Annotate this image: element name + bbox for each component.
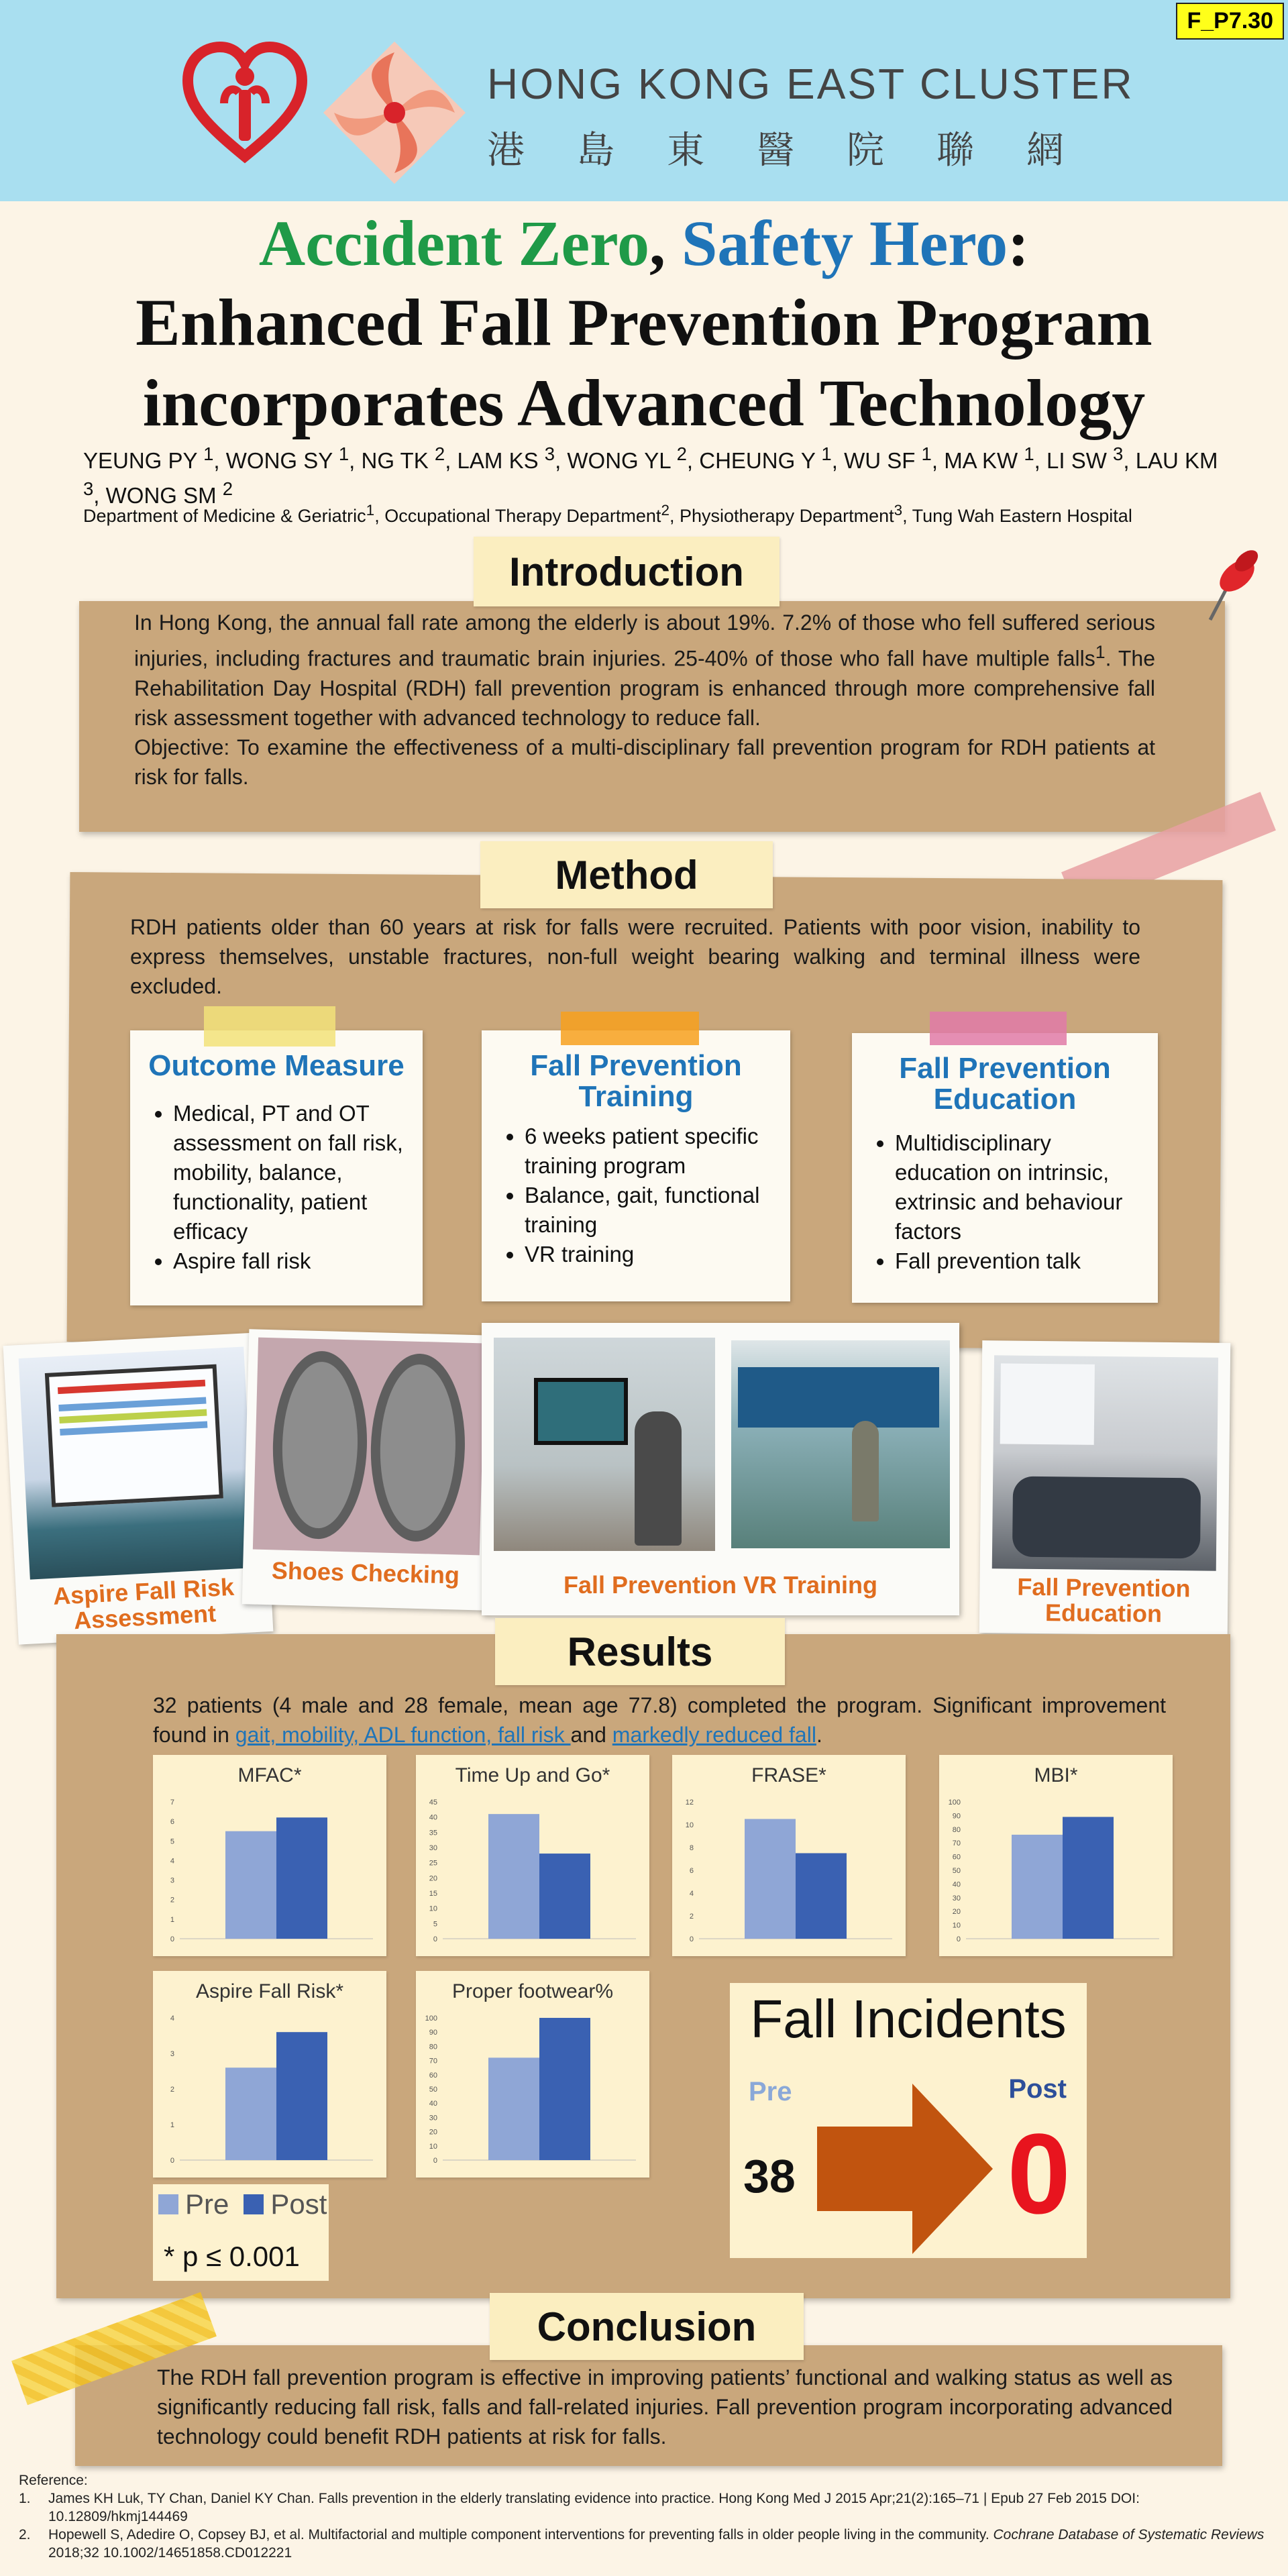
y-tick-label: 0: [956, 1935, 961, 1943]
y-tick-label: 20: [429, 1874, 437, 1883]
y-tick-label: 25: [429, 1859, 437, 1868]
y-tick-label: 2: [170, 1896, 174, 1904]
y-tick-label: 5: [433, 1920, 437, 1929]
author-affiliation-marker: 2: [434, 443, 445, 464]
chart-title: FRASE*: [751, 1764, 826, 1786]
photo-shoes-checking: [242, 1329, 495, 1610]
chart-title: Proper footwear%: [451, 1980, 614, 2002]
title-line-1: [0, 205, 1288, 282]
method-card-fall-prevention-training: [482, 1030, 790, 1301]
photo-image-vr-2: [731, 1340, 950, 1548]
y-tick-label: 50: [952, 1867, 961, 1875]
photo-image-tablet: [19, 1346, 256, 1579]
hospital-authority-logo: [181, 39, 309, 166]
y-tick-label: 40: [429, 1813, 437, 1822]
y-tick-label: 30: [429, 2114, 437, 2123]
reference-journal: Cochrane Database of Systematic Reviews: [993, 2527, 1265, 2542]
author: WONG SM $^2$: [105, 478, 233, 508]
results-heading: Results: [495, 1618, 785, 1685]
bar-pre: [225, 2068, 276, 2160]
reference-number: 1.: [19, 2491, 31, 2506]
author: LAU KM $^3$: [83, 448, 1218, 499]
bar-pre: [225, 1831, 276, 1939]
y-tick-label: 40: [429, 2100, 437, 2108]
author: LI SW $^3$: [1046, 443, 1124, 473]
organization-name-zh: [487, 121, 1064, 174]
card-title: Fall Prevention Training: [530, 1049, 742, 1113]
card-list-item: • Aspire fall risk: [173, 1246, 416, 1276]
east-cluster-logo: [321, 39, 468, 186]
y-tick-label: 5: [170, 1837, 174, 1846]
photo-education: [979, 1340, 1231, 1635]
y-tick-label: 0: [170, 2157, 174, 2165]
bar-post: [539, 1854, 590, 1939]
reference-tail: 2018;32 10.1002/14651858.CD012221: [48, 2545, 292, 2561]
affiliation-marker: 3: [894, 502, 903, 519]
y-tick-label: 8: [689, 1844, 694, 1852]
author: WU SF $^1$: [844, 443, 932, 473]
author-affiliation-marker: 3: [1113, 443, 1124, 464]
y-tick-label: 4: [170, 2015, 174, 2023]
title-line-3: incorporates Advanced Technology: [142, 366, 1146, 440]
chart-proper-footwear: [416, 1971, 649, 2178]
y-tick-label: 10: [429, 2142, 437, 2151]
y-tick-label: 80: [429, 2043, 437, 2051]
bar-pre: [488, 2057, 539, 2160]
y-tick-label: 50: [429, 2086, 437, 2094]
introduction-heading: Introduction: [474, 537, 780, 606]
results-highlight-improvement: gait, mobility, ADL function, fall risk: [235, 1723, 571, 1747]
card-list: [173, 1099, 423, 1276]
card-tape: [561, 1012, 699, 1045]
affiliation: Tung Wah Eastern Hospital: [912, 506, 1132, 526]
author: YEUNG PY $^1$: [83, 443, 214, 473]
author-affiliation-marker: 2: [222, 478, 233, 499]
y-tick-label: 10: [952, 1921, 961, 1930]
chart-frase: [672, 1755, 906, 1956]
method-card-fall-prevention-education: [852, 1033, 1158, 1303]
org-zh-char: 東: [667, 129, 704, 172]
y-tick-label: 2: [170, 2086, 174, 2094]
author: WONG SY $^1$: [225, 443, 350, 473]
photo-vr-training: [482, 1323, 959, 1615]
y-tick-label: 1: [170, 2121, 174, 2129]
chart-mfac: [153, 1755, 386, 1956]
affiliation-marker: 2: [661, 502, 669, 519]
references-heading: Reference:: [19, 2473, 88, 2488]
bar-post: [276, 1817, 327, 1939]
author-affiliation-marker: 1: [821, 443, 832, 464]
y-tick-label: 0: [433, 1935, 437, 1943]
reference-text: Hopewell S, Adedire O, Copsey BJ, et al. Multifactorial and multiple component interventions for preventing falls in older people living in the community.: [48, 2527, 994, 2542]
photo-aspire-fall-risk: [3, 1332, 274, 1644]
author: CHEUNG Y $^1$: [699, 443, 832, 473]
y-tick-label: 80: [952, 1825, 961, 1834]
legend-label-post: Post: [270, 2188, 327, 2220]
y-tick-label: 45: [429, 1799, 437, 1807]
fall-incidents-pre-value: 38: [743, 2150, 796, 2202]
y-tick-label: 4: [689, 1890, 694, 1898]
y-tick-label: 20: [952, 1908, 961, 1917]
org-zh-char: 島: [577, 129, 614, 172]
affiliation: Occupational Therapy Department$^2$: [384, 502, 669, 526]
y-tick-label: 0: [170, 1935, 174, 1943]
legend-row: [158, 2188, 327, 2220]
org-zh-char: 聯: [936, 129, 974, 172]
author-affiliation-marker: 1: [921, 443, 932, 464]
author: WONG YL $^2$: [567, 443, 687, 473]
y-tick-label: 70: [429, 2057, 437, 2065]
card-list-item: • Multidisciplinary education on intrinsic, extrinsic and behaviour factors: [895, 1128, 1151, 1246]
fall-incidents-pre-label: Pre: [749, 2077, 792, 2106]
title-line-2: Enhanced Fall Prevention Program: [136, 285, 1152, 360]
legend-swatch-pre: [158, 2194, 178, 2214]
card-tape: [204, 1006, 335, 1046]
y-tick-label: 12: [685, 1799, 694, 1807]
author: MA KW $^1$: [944, 443, 1034, 473]
results-highlight-reduced-fall: markedly reduced fall: [612, 1723, 816, 1747]
author-list: YEUNG PY $^1$, WONG SY $^1$, NG TK $^2$, LAM KS $^3$, WONG YL $^2$, CHEUNG Y $^1$, WU SF $^1$, MA KW $^1$, LI SW $^3$, LAU KM $^3$, WONG SM $^2$: [83, 443, 1218, 508]
method-heading: Method: [480, 841, 773, 908]
affiliation: Physiotherapy Department$^3$: [679, 502, 903, 526]
y-tick-label: 60: [429, 2071, 437, 2080]
y-tick-label: 6: [689, 1867, 694, 1875]
author-affiliation-marker: 1: [338, 443, 350, 464]
poster-code: F_P7.30: [1176, 3, 1284, 40]
results-text-c: .: [816, 1723, 822, 1747]
y-tick-label: 100: [948, 1799, 961, 1807]
push-pin-icon: [1190, 541, 1264, 628]
chart-aspire-fall-risk: [153, 1971, 386, 2178]
y-tick-label: 10: [429, 1904, 437, 1913]
significance-note: * p ≤ 0.001: [164, 2241, 300, 2272]
photo-caption: Fall Prevention Education: [1017, 1572, 1191, 1627]
affiliation-marker: 1: [366, 502, 375, 519]
y-tick-label: 15: [429, 1890, 437, 1898]
introduction-objective: Objective: To examine the effectiveness of a multi-disciplinary fall prevention program for RDH patients at risk for falls.: [134, 735, 1155, 789]
bar-post: [796, 1854, 847, 1939]
y-tick-label: 70: [952, 1839, 961, 1848]
card-title: Outcome Measure: [148, 1049, 405, 1082]
chart-legend: [153, 2184, 329, 2281]
org-zh-char: 網: [1026, 129, 1064, 172]
y-tick-label: 60: [952, 1853, 961, 1862]
card-list-item: • Medical, PT and OT assessment on fall risk, mobility, balance, functionality, patient efficacy: [173, 1099, 416, 1246]
poster-title: [0, 205, 1288, 443]
tablet-screen: [45, 1364, 223, 1507]
legend-swatch-post: [244, 2194, 264, 2214]
author-affiliation-marker: 2: [676, 443, 687, 464]
card-list: [895, 1128, 1158, 1276]
author-affiliation-marker: 1: [203, 443, 214, 464]
photo-caption: Shoes Checking: [271, 1556, 460, 1589]
y-tick-label: 2: [689, 1913, 694, 1921]
bar-post: [1063, 1817, 1114, 1939]
fall-incidents-title: Fall Incidents: [750, 1989, 1067, 2049]
chart-title: Time Up and Go*: [455, 1764, 610, 1786]
photo-image-vr-1: [494, 1338, 715, 1551]
photo-caption: Aspire Fall Risk Assessment: [52, 1572, 235, 1635]
y-tick-label: 90: [429, 2029, 437, 2037]
author: NG TK $^2$: [361, 443, 445, 473]
introduction-reference-marker: 1: [1095, 642, 1106, 662]
arrow-right-icon: [817, 2084, 993, 2254]
shoe-soles-illustration: [253, 1338, 485, 1556]
y-tick-label: 4: [170, 1857, 174, 1866]
fall-incidents-post-value: 0: [1007, 2110, 1071, 2238]
title-colon: :: [1008, 207, 1030, 279]
affiliation: Department of Medicine & Geriatric$^1$: [83, 502, 375, 526]
y-tick-label: 30: [429, 1844, 437, 1852]
org-zh-char: 醫: [757, 129, 794, 172]
photo-image-shoes: [253, 1338, 485, 1556]
card-list: [525, 1122, 790, 1269]
fall-incidents-card: [730, 1983, 1087, 2258]
bar-pre: [745, 1819, 796, 1939]
reference-item: [19, 2489, 1273, 2526]
method-text: RDH patients older than 60 years at risk for falls were recruited. Patients with poor vision, inability to express themselves, unstable fractures, non-full weight bearing walking and terminal illness were excluded.: [130, 915, 1140, 998]
introduction-text: [134, 608, 1155, 792]
references: [19, 2471, 1273, 2562]
author-affiliation-marker: 3: [544, 443, 555, 464]
organization-name-en: HONG KONG EAST CLUSTER: [487, 60, 1134, 108]
card-list-item: • Balance, gait, functional training: [525, 1181, 784, 1240]
y-tick-label: 1: [170, 1915, 174, 1924]
y-tick-label: 10: [685, 1821, 694, 1829]
reference-item: [19, 2526, 1273, 2562]
y-tick-label: 7: [170, 1799, 174, 1807]
title-comma: ,: [649, 207, 682, 279]
y-tick-label: 100: [425, 2015, 437, 2023]
photo-image-education: [992, 1355, 1218, 1570]
chart-title: Aspire Fall Risk*: [195, 1980, 344, 2002]
title-accident-zero: Accident Zero: [258, 207, 650, 279]
reference-number: 2.: [19, 2527, 31, 2542]
introduction-text-b: . The Rehabilitation Day Hospital (RDH) fall prevention program is enhanced through more comprehensive fall risk assessment together with advanced technology to reduce fall.: [134, 646, 1156, 730]
results-text-a: 32 patients (4 male and 28 female, mean age 77.8) completed the program. Significant improvement found in: [153, 1693, 1166, 1747]
title-safety-hero: Safety Hero: [682, 207, 1008, 279]
bar-post: [539, 2018, 590, 2160]
method-card-outcome-measure: [130, 1030, 423, 1305]
y-tick-label: 3: [170, 2050, 174, 2058]
conclusion-heading: Conclusion: [490, 2293, 804, 2360]
reference-text: James KH Luk, TY Chan, Daniel KY Chan. Falls prevention in the elderly translating evidence into practice. Hong Kong Med J 2015 Apr;21(2):165–71 | Epub 27 Feb 2015 DOI: 10.12809/hkmj144469: [48, 2491, 1140, 2524]
card-list-item: • 6 weeks patient specific training program: [525, 1122, 784, 1181]
y-tick-label: 3: [170, 1876, 174, 1885]
y-tick-label: 20: [429, 2128, 437, 2137]
y-tick-label: 30: [952, 1894, 961, 1902]
fall-incidents-post-label: Post: [1008, 2074, 1067, 2104]
chart-title: MFAC*: [237, 1764, 302, 1786]
affiliation-list: Department of Medicine & Geriatric$^1$, Occupational Therapy Department$^2$, Physiotherapy Department$^3$, Tung Wah Eastern Hospital: [83, 502, 1132, 526]
org-zh-char: 院: [847, 129, 884, 172]
reference-body: [48, 2526, 1273, 2562]
y-tick-label: 90: [952, 1812, 961, 1821]
card-list-item: • Fall prevention talk: [895, 1246, 1151, 1276]
y-tick-label: 0: [689, 1935, 694, 1943]
introduction-text-a: In Hong Kong, the annual fall rate among the elderly is about 19%. 7.2% of those who fell suffered serious injuries, including fractures and traumatic brain injuries. 25-40% of those who fall have multiple falls: [134, 610, 1155, 671]
author-affiliation-marker: 3: [83, 478, 94, 499]
bar-pre: [1012, 1835, 1063, 1939]
bar-post: [276, 2032, 327, 2160]
results-text-b: and: [570, 1723, 612, 1747]
y-tick-label: 6: [170, 1818, 174, 1827]
y-tick-label: 35: [429, 1829, 437, 1837]
chart-mbi: [939, 1755, 1173, 1956]
conclusion-text: The RDH fall prevention program is effective in improving patients’ functional and walking status as well as significantly reducing fall risk, falls and fall-related injuries. Fall prevention program incorporating advanced technology could benefit RDH patients at risk for falls.: [157, 2365, 1173, 2449]
card-title: Fall Prevention Education: [899, 1052, 1111, 1116]
legend-label-pre: Pre: [185, 2188, 229, 2220]
y-tick-label: 0: [433, 2157, 437, 2165]
card-tape: [930, 1012, 1067, 1045]
y-tick-label: 40: [952, 1880, 961, 1889]
bar-pre: [488, 1814, 539, 1939]
photo-caption: Fall Prevention VR Training: [563, 1571, 878, 1599]
org-zh-char: 港: [487, 129, 525, 172]
results-text: [153, 1690, 1166, 1750]
chart-time-up-and-go: [416, 1755, 649, 1956]
card-list-item: • VR training: [525, 1240, 784, 1269]
author-affiliation-marker: 1: [1024, 443, 1034, 464]
author: LAM KS $^3$: [457, 443, 555, 473]
chart-title: MBI*: [1034, 1764, 1078, 1786]
